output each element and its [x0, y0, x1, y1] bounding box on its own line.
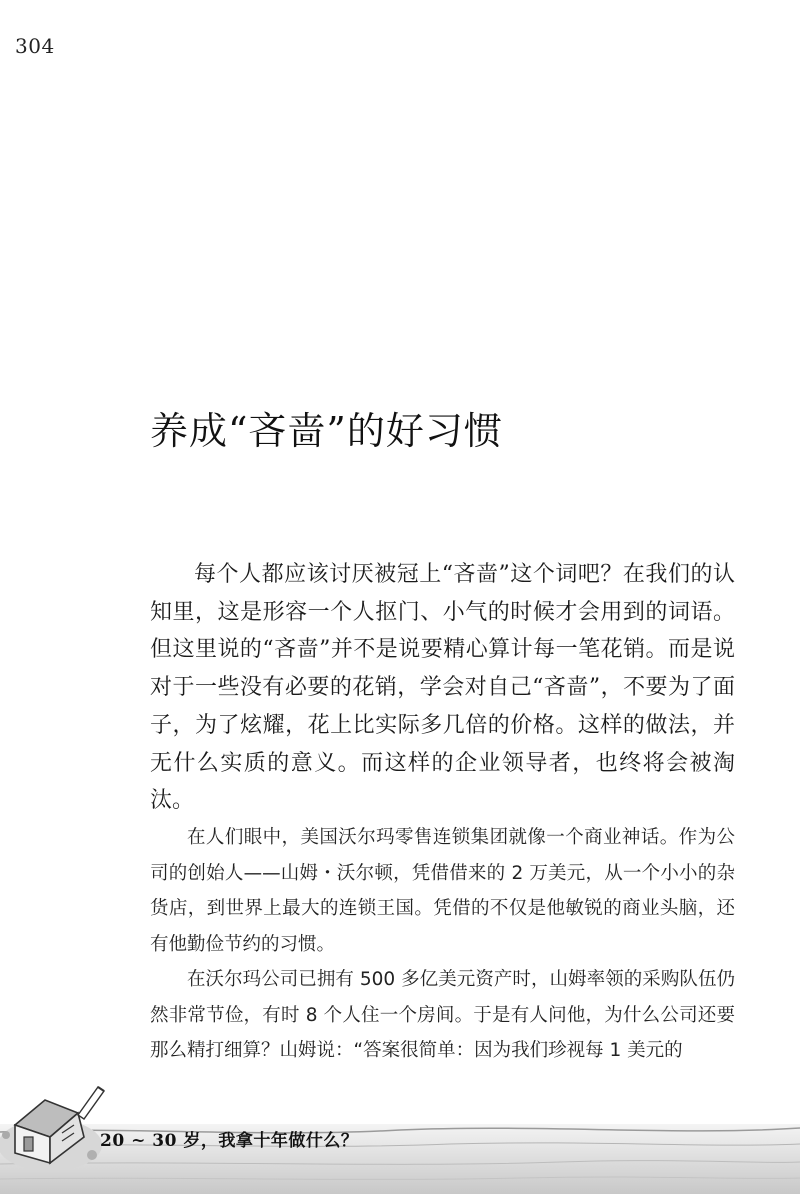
house-sketch-icon [0, 1075, 110, 1170]
intro-paragraph: 每个人都应该讨厌被冠上“吝啬”这个词吧？在我们的认知里，这是形容一个人抠门、小气的时候才会用到的词语。但这里说的“吝啬”并不是说要精心算计每一笔花销。而是说对于一些没有必要的花销，学会对自己“吝啬”，不要为了面子，为了炫耀，花上比实际多几倍的价格。这样的做法，并无什么实质的意义。而这样的企业领导者，也终将会被淘汰。 [150, 562, 735, 814]
chapter-title: 养成“吝啬”的好习惯 [150, 409, 503, 453]
body-paragraph-2: 在沃尔玛公司已拥有 500 多亿美元资产时，山姆率领的采购队伍仍然非常节俭，有时 8 个人住一个房间。于是有人问他，为什么公司还要那么精打细算？山姆说：“答案很简单：因为我们珍视每 1 美元的 [150, 969, 735, 1061]
story-section [150, 820, 735, 1069]
body-paragraph-1: 在人们眼中，美国沃尔玛零售连锁集团就像一个商业神话。作为公司的创始人——山姆・沃尔顿，凭借借来的 2 万美元，从一个小小的杂货店，到世界上最大的连锁王国。凭借的不仅是他敏锐的商业头脑，还有他勤俭节约的习惯。 [150, 827, 735, 955]
page-number: 304 [15, 34, 55, 58]
footer-book-title: 20 ~ 30 岁，我拿十年做什么？ [100, 1131, 359, 1151]
intro-section [150, 556, 735, 820]
